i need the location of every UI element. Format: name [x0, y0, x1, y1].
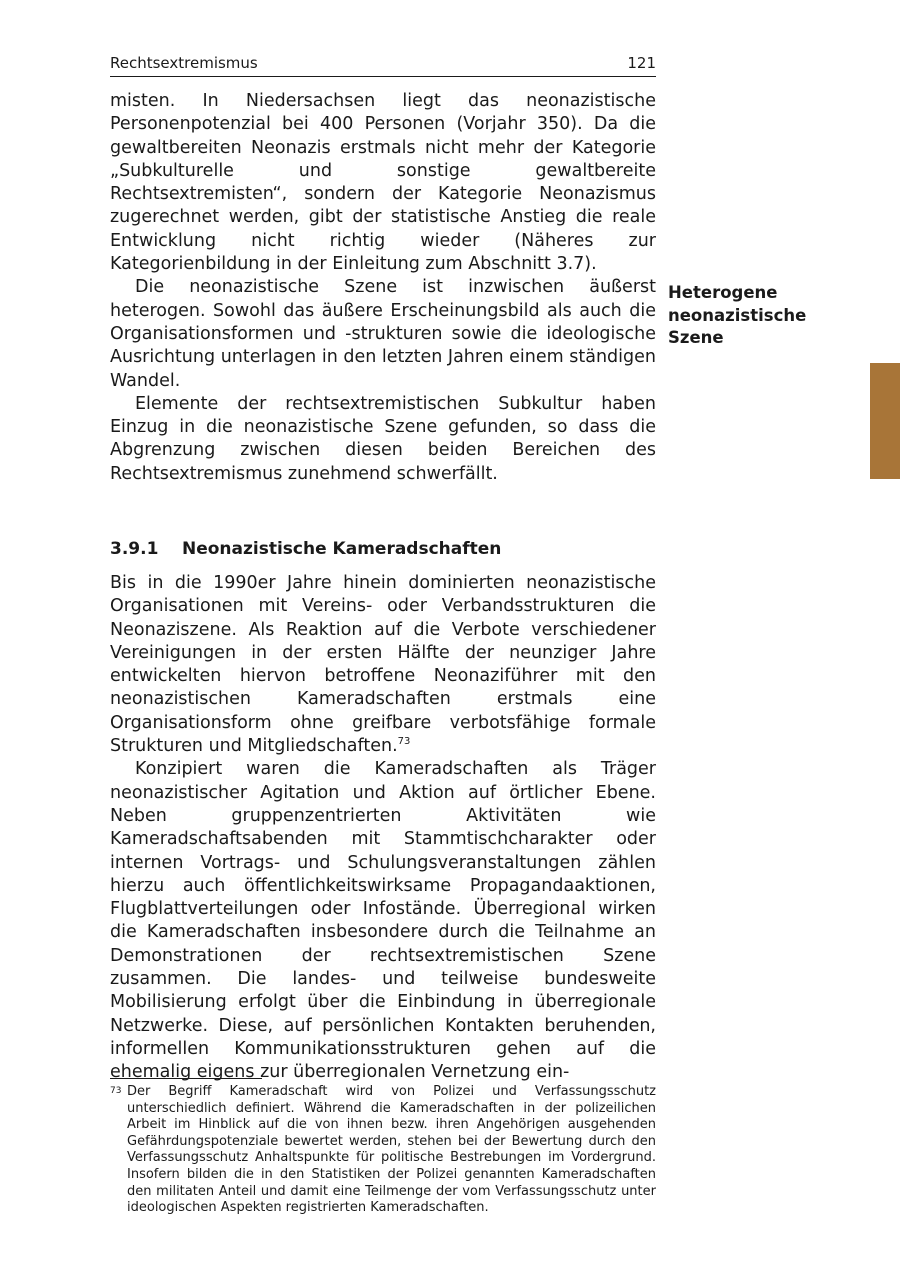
- footnote-reference[interactable]: 73: [397, 736, 411, 748]
- running-title: Rechtsextremismus: [110, 54, 258, 72]
- footnote-text: Der Begriff Kameradschaft wird von Polizei und Verfassungsschutz unterschiedlich definiert. Während die Kameradschaften in der polizeilichen Arbeit im Hinblick auf die von ihnen bezw. ihren Angehörigen ausgehenden Gefährdungspotenziale bewertet werden, stehen bei der Bewertung durch den Verfassungsschutz Anhaltspunkte für politische Bestrebungen im Vordergrund. Insofern bilden die in den Statistiken der Polizei genannten Kameradschaften den militaten Anteil und damit eine Teilmenge der vom Verfassungsschutz unter ideologischen Aspekten registrierten Kameradschaften.: [127, 1084, 656, 1216]
- paragraph-text: Bis in die 1990er Jahre hinein dominierten neonazistische Organisationen mit Vereins- oder Verbandsstrukturen die Neonaziszene. Als Reaktion auf die Verbote verschiedener Vereinigungen in der ersten Hälfte der neunziger Jahre entwickelten hiervon betroffene Neonaziführer mit den neonazistischen Kameradschaften erstmals eine Organisationsform ohne greifbare verbotsfähige formale Strukturen und Mitgliedschaften.: [110, 573, 656, 757]
- margin-note-line: neonazistische: [668, 305, 807, 325]
- paragraph-heterogeneous-scene: Die neonazistische Szene ist inzwischen äußerst heterogen. Sowohl das äußere Erscheinungsbild als auch die Organisationsformen und -strukturen sowie die ideologische Ausrichtung unterlagen in den letzten Jahren einem ständigen Wandel.: [110, 277, 656, 391]
- body-text-section: [110, 572, 656, 1085]
- section-number: 3.9.1: [110, 539, 159, 559]
- body-text-top: [110, 90, 656, 486]
- margin-note-line: Heterogene: [668, 283, 778, 302]
- paragraph-organisation-history: [110, 572, 656, 758]
- chapter-thumb-tab: [870, 363, 900, 479]
- margin-note-line: Szene: [668, 328, 724, 347]
- section-heading: [110, 538, 656, 560]
- paragraph-continued: misten. In Niedersachsen liegt das neonazistische Personenpotenzial bei 400 Personen (Vorjahr 350). Da die gewaltbereiten Neonazis erstmals nicht mehr der Kategorie „Subkulturelle und sonstige gewaltbereite Rechtsextremisten“, sondern der Kategorie Neonazismus zugerechnet werden, gibt der statistische Anstieg die reale Entwicklung nicht richtig wieder (Näheres zur Kategorienbildung in der Einleitung zum Abschnitt 3.7).: [110, 91, 656, 275]
- section-title: Neonazistische Kameradschaften: [182, 539, 502, 559]
- page-header: [110, 52, 656, 77]
- paragraph-subculture: Elemente der rechtsextremistischen Subkultur haben Einzug in die neonazistische Szene gefunden, so dass die Abgrenzung zwischen diesen beiden Bereichen des Rechtsextremismus zunehmend schwerfällt.: [110, 393, 656, 484]
- footnote: [110, 1084, 656, 1217]
- page-number: 121: [627, 54, 656, 72]
- paragraph-kameradschaften-concept: Konzipiert waren die Kameradschaften als Träger neonazistischer Agitation und Aktion auf örtlicher Ebene. Neben gruppenzentrierten Aktivitäten wie Kameradschaftsabenden mit Stammtischcharakter oder internen Vortrags- und Schulungsveranstaltungen zählen hierzu auch öffentlichkeitswirksame Propagandaaktionen, Flugblattverteilungen oder Infostände. Überregional wirken die Kameradschaften insbesondere durch die Teilnahme an Demonstrationen der rechtsextremistischen Szene zusammen. Die landes- und teilweise bundesweite Mobilisierung erfolgt über die Einbindung in überregionale Netzwerke. Diese, auf persönlichen Kontakten beruhenden, informellen Kommunikationsstrukturen gehen auf die ehemalig eigens zur überregionalen Vernetzung ein-: [110, 759, 656, 1083]
- footnote-marker: 73: [110, 1086, 122, 1096]
- footnote-divider: [110, 1078, 262, 1079]
- margin-note: [668, 282, 828, 350]
